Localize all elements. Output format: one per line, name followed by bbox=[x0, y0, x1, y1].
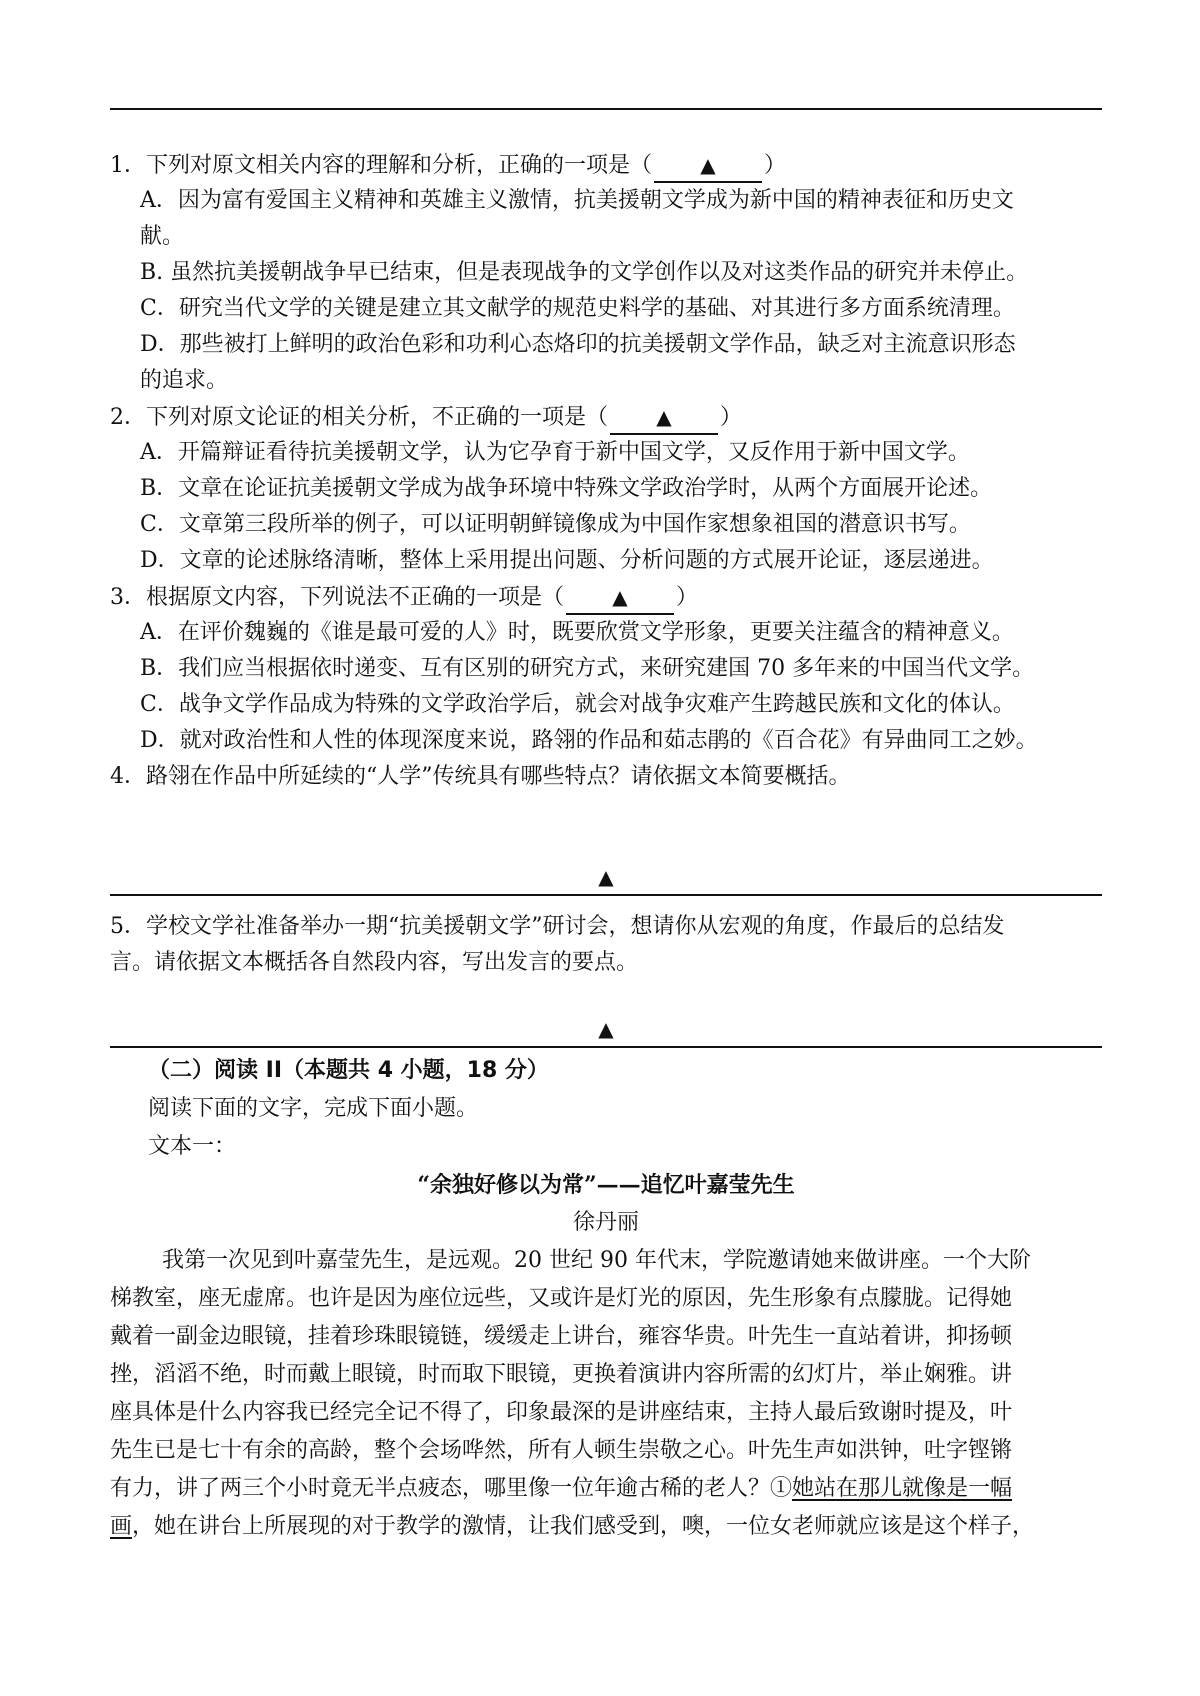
article-title: “余独好修以为常”——追忆叶嘉莹先生 bbox=[417, 1172, 795, 1198]
question-5-stem: 5．学校文学社准备举办一期“抗美援朝文学”研讨会，想请你从宏观的角度，作最后的总结发 bbox=[110, 914, 1005, 939]
article-line-4: 挫，滔滔不绝，时而戴上眼镜，时而取下眼镜，更换着演讲内容所需的幻灯片，举止娴雅。讲 bbox=[110, 1362, 1013, 1387]
question-3-option-a: A．在评价魏巍的《谁是最可爱的人》时，既要欣赏文学形象，更要关注蕴含的精神意义。 bbox=[140, 620, 1014, 645]
answer-mark-4: ▲ bbox=[598, 865, 614, 889]
article-line-6: 先生已是七十有余的高龄，整个会场哗然，所有人顿生崇敬之心。叶先生声如洪钟，吐字铿锵 bbox=[110, 1438, 1013, 1463]
text-label: 文本一： bbox=[148, 1134, 237, 1159]
question-2-option-c: C．文章第三段所举的例子，可以证明朝鲜镜像成为中国作家想象祖国的潜意识书写。 bbox=[140, 512, 971, 537]
question-2-option-b: B．文章在论证抗美援朝文学成为战争环境中特殊文学政治学时，从两个方面展开论述。 bbox=[140, 476, 993, 501]
header-rule bbox=[110, 108, 1102, 110]
answer-mark-5: ▲ bbox=[598, 1017, 614, 1041]
article-line-1: 我第一次见到叶嘉莹先生，是远观。20 世纪 90 年代末，学院邀请她来做讲座。一个大阶 bbox=[162, 1248, 1031, 1273]
answer-line-5 bbox=[110, 1046, 1102, 1048]
question-3-option-d: D．就对政治性和人性的体现深度来说，路翎的作品和茹志鹃的《百合花》有异曲同工之妙。 bbox=[140, 728, 1038, 753]
answer-area-5[interactable] bbox=[110, 1014, 1102, 1045]
question-1-option-a-cont: 献。 bbox=[140, 224, 185, 249]
question-5-stem-cont: 言。请依据文本概括各自然段内容，写出发言的要点。 bbox=[110, 950, 639, 975]
question-3-option-b: B．我们应当根据依时递变、互有区别的研究方式，来研究建国 70 多年来的中国当代文学。 bbox=[140, 656, 1035, 681]
question-1-option-d: D．那些被打上鲜明的政治色彩和功利心态烙印的抗美援朝文学作品，缺乏对主流意识形态 bbox=[140, 332, 1016, 357]
question-1-option-c: C．研究当代文学的关键是建立其文献学的规范史料学的基础、对其进行多方面系统清理。 bbox=[140, 296, 1015, 321]
answer-area-4[interactable] bbox=[110, 862, 1102, 893]
underlined-sentence-1: 她站在那儿就像是一幅 bbox=[792, 1476, 1013, 1501]
question-2-stem: 2．下列对原文论证的相关分析，不正确的一项是（ ▲ ） bbox=[110, 402, 1102, 435]
section-instruction: 阅读下面的文字，完成下面小题。 bbox=[148, 1096, 479, 1121]
question-3-option-c: C．战争文学作品成为特殊的文学政治学后，就会对战争灾难产生跨越民族和文化的体认。 bbox=[140, 692, 1015, 717]
section-heading: （二）阅读 II（本题共 4 小题，18 分） bbox=[148, 1058, 549, 1083]
article-line-2: 梯教室，座无虚席。也许是因为座位远些，又或许是灯光的原因，先生形象有点朦胧。记得她 bbox=[110, 1286, 1013, 1311]
question-1-option-a: A．因为富有爱国主义精神和英雄主义激情，抗美援朝文学成为新中国的精神表征和历史文 bbox=[140, 188, 1014, 213]
question-2-option-a: A．开篇辩证看待抗美援朝文学，认为它孕育于新中国文学，又反作用于新中国文学。 bbox=[140, 440, 970, 465]
article-line-5: 座具体是什么内容我已经完全记不得了，印象最深的是讲座结束，主持人最后致谢时提及，叶 bbox=[110, 1400, 1013, 1425]
answer-blank-1[interactable]: ▲ bbox=[654, 150, 762, 183]
question-2-option-d: D．文章的论述脉络清晰，整体上采用提出问题、分析问题的方式展开论证，逐层递进。 bbox=[140, 548, 994, 573]
question-3-stem: 3．根据原文内容，下列说法不正确的一项是（ ▲ ） bbox=[110, 582, 1102, 615]
question-1-option-b: B. 虽然抗美援朝战争早已结束，但是表现战争的文学创作以及对这类作品的研究并未停止。 bbox=[140, 260, 1029, 285]
article-line-8: 画，她在讲台上所展现的对于教学的激情，让我们感受到，噢，一位女老师就应该是这个样子， bbox=[110, 1514, 1035, 1539]
article-line-3: 戴着一副金边眼镜，挂着珍珠眼镜链，缓缓走上讲台，雍容华贵。叶先生一直站着讲，抑扬顿 bbox=[110, 1324, 1013, 1349]
question-1-stem: 1．下列对原文相关内容的理解和分析，正确的一项是（ ▲ ） bbox=[110, 150, 1102, 183]
article-line-7: 有力，讲了两三个小时竟无半点疲态，哪里像一位年逾古稀的老人？①她站在那儿就像是一幅 bbox=[110, 1476, 1013, 1501]
answer-blank-3[interactable]: ▲ bbox=[566, 582, 674, 615]
question-1-option-d-cont: 的追求。 bbox=[140, 368, 229, 393]
underlined-sentence-1-end: 画 bbox=[110, 1514, 133, 1539]
article-author: 徐丹丽 bbox=[572, 1210, 639, 1235]
answer-blank-2[interactable]: ▲ bbox=[610, 402, 718, 435]
question-4-stem: 4．路翎在作品中所延续的“人学”传统具有哪些特点？请依据文本简要概括。 bbox=[110, 764, 851, 789]
answer-line-4 bbox=[110, 894, 1102, 896]
